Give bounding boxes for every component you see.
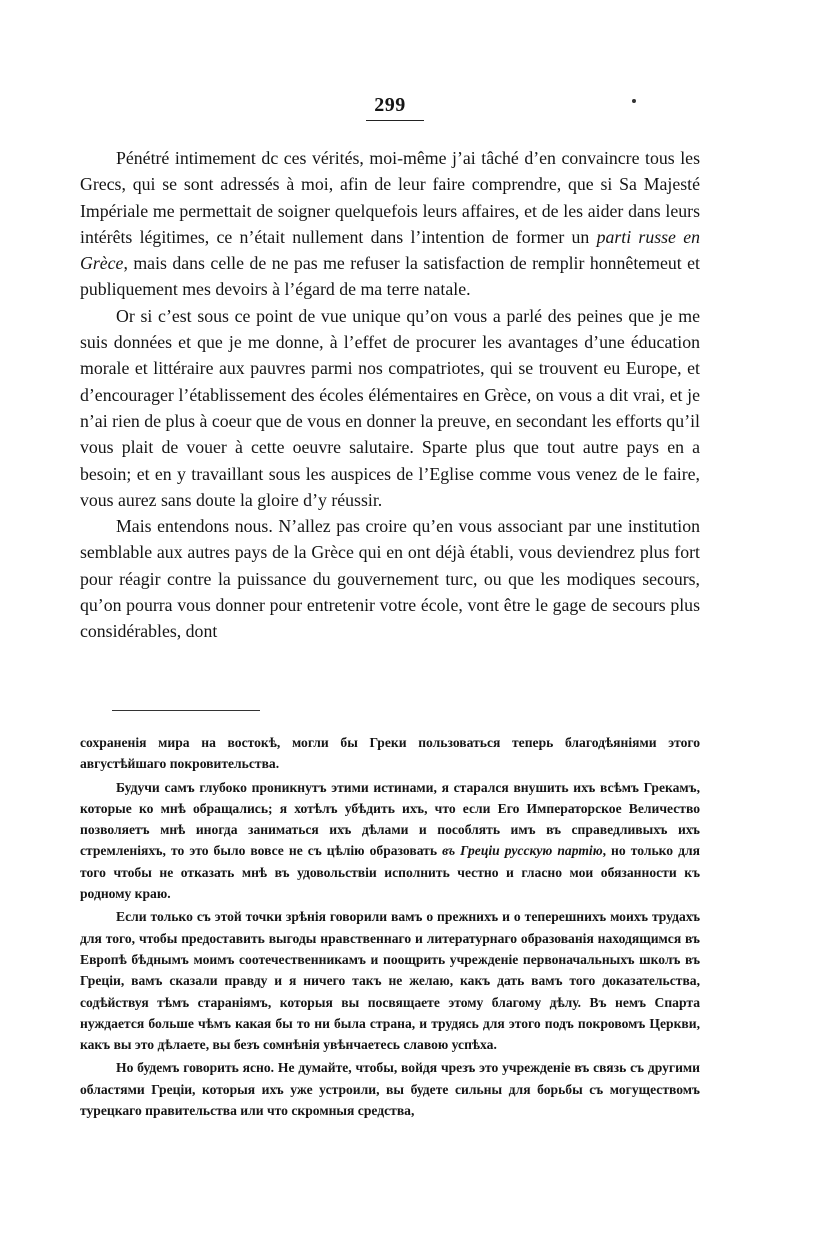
footnote-paragraph-2-italic: въ Греціи русскую партію — [442, 843, 603, 859]
main-paragraph-1-text-b: , mais dans celle de ne pas me refuser la satisfaction de remplir honnêtemeut et publiquement mes devoirs à l’égard de ma terre natale. — [80, 253, 700, 300]
main-paragraph-3: Mais entendons nous. N’allez pas croire qu’en vous associant par une institution semblable aux autres pays de la Grèce qui en ont déjà établi, vous deviendrez plus fort pour réagir contre la puissance du gouvernement turc, ou que les modiques secours, qu’on pourra vous donner pour entretenir votre école, vont être le gage de secours plus considérables, dont — [80, 516, 700, 642]
print-mark — [632, 99, 636, 103]
footnote-paragraph-1: сохраненія мира на востокѣ, могли бы Греки пользоваться теперь благодѣяніями этого августѣйшаго покровительства. — [80, 735, 700, 772]
main-paragraph-1-italic: parti russe en Grèce — [80, 226, 701, 274]
main-paragraph-1 — [80, 145, 700, 303]
footnote-paragraph-2-text-a: Будучи самъ глубоко проникнутъ этими истинами, я старался внушить ихъ всѣмъ Грекамъ, которые ко мнѣ обращались; я хотѣлъ убѣдить ихъ, что если Его Императорское Величество позволяетъ мнѣ иногда заниматься ихъ дѣлами и пособлять имъ въ справедливыхъ ихъ стремленіяхъ, то это было вовсе не съ цѣлію образовать — [80, 779, 700, 859]
footnote-paragraph-3: Если только съ этой точки зрѣнія говорили вамъ о прежнихъ и о теперешнихъ моихъ трудахъ для того, чтобы предоставить выгоды нравственнаго и литературнаго образованія находящимся въ Европѣ бѣднымъ моимъ соотечественникамъ и поощрить учрежденіе первоначальныхъ школъ въ Греціи, вамъ сказали правду и я ничего такъ не желаю, какъ дать вамъ того доказательства, содѣйствуя тѣмъ стараніямъ, которыя вы посвящаете этому благому дѣлу. Въ немъ Спарта нуждается больше чѣмъ какая бы то ни была страна, и трудясь для этого подъ покровомъ Церкви, какъ вы это дѣлаете, вы безъ сомнѣнія увѣнчаетесь славою успѣха. — [80, 909, 700, 1053]
main-body-text — [80, 145, 700, 645]
footnote-paragraph-4: Но будемъ говорить ясно. Не думайте, чтобы, войдя чрезъ это учрежденіе въ связь съ другими областями Греціи, которыя ихъ уже устроили, вы будете сильны для борьбы съ могуществомъ турецкаго правительства или что скромныя средства, — [80, 1060, 700, 1119]
footnote-divider — [112, 710, 260, 711]
main-paragraph-2: Or si c’est sous ce point de vue unique qu’on vous a parlé des peines que je me suis données et que je me donne, à l’effet de procurer les avantages d’une éducation morale et littéraire aux pauvres parmi nos compatriotes, qui se trouvent eu Europe, et d’encourager l’établissement des écoles élémentaires en Grèce, on vous a dit vrai, et je n’ai rien de plus à coeur que de vous en donner la preuve, en secondant les efforts qu’il vous plait de vouer à cette oeuvre salutaire. Sparte plus que tout autre pays en a besoin; et en y travaillant sous les auspices de l’Eglise comme vous venez de le faire, vous aurez sans doute la gloire d’y réussir. — [80, 305, 700, 510]
page-number: 299 — [374, 94, 406, 116]
footnote-paragraph-2 — [80, 777, 700, 905]
main-paragraph-1-text-a: Pénétré intimement dc ces vérités, moi-même j’ai tâché d’en convaincre tous les Grecs, qui se sont adressés à moi, afin de leur faire comprendre, que si Sa Majesté Impériale me permettait de soigner quelquefois leurs affaires, et de les aider dans leurs intérêts légitimes, ce n’était nullement dans l’intention de former un — [80, 148, 700, 247]
footnote-paragraph-2-text-b: , но только для того чтобы не отказать мнѣ въ удовольствіи исполнить честно и гласно мои обязанности къ родному краю. — [80, 843, 700, 902]
footnote-translation — [80, 732, 700, 1121]
page-number-rule — [366, 120, 424, 121]
